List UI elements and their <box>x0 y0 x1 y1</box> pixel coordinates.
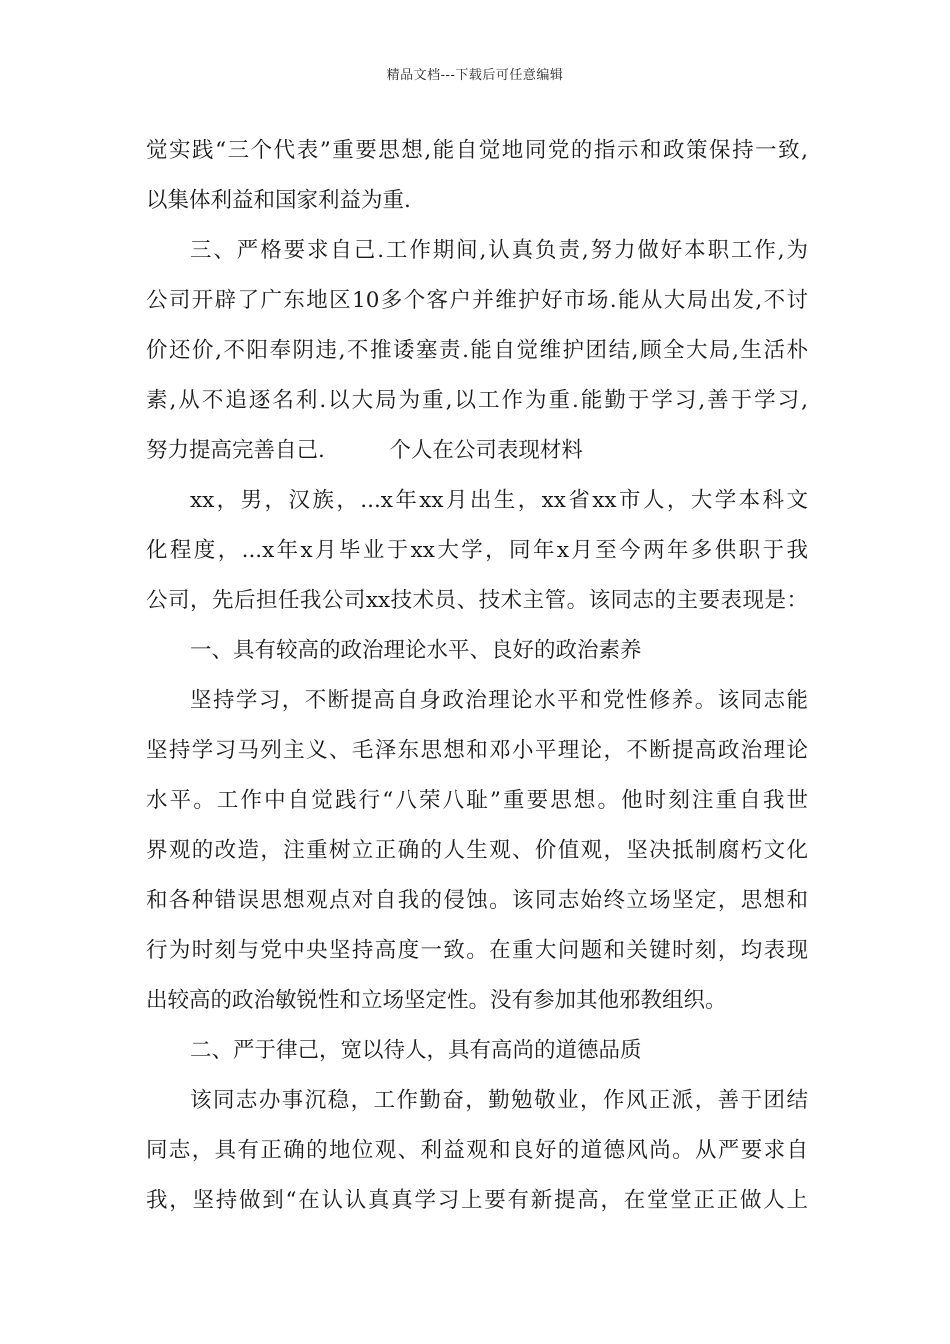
text-line: 公司开辟了广东地区10多个客户并维护好市场.能从大局出发,不讨 <box>146 288 808 313</box>
text-line: 出较高的政治敏锐性和立场坚定性。没有参加其他邪教组织。 <box>146 988 727 1013</box>
text-line: 和各种错误思想观点对自我的侵蚀。该同志始终立场坚定，思想和 <box>146 888 808 913</box>
text-line: 一、具有较高的政治理论水平、良好的政治素养 <box>190 638 642 663</box>
text-line: 行为时刻与党中央坚持高度一致。在重大问题和关键时刻，均表现 <box>146 938 808 963</box>
text-line: 二、严于律己，宽以待人，具有高尚的道德品质 <box>190 1038 642 1063</box>
text-line: 公司，先后担任我公司xx技术员、技术主管。该同志的主要表现是： <box>146 588 808 613</box>
text-line: 化程度，...x年x月毕业于xx大学，同年x月至今两年多供职于我 <box>146 538 808 563</box>
text-line: 以集体利益和国家利益为重. <box>146 188 411 213</box>
text-line: 努力提高完善自己. 个人在公司表现材料 <box>146 438 583 463</box>
text-line: 水平。工作中自觉践行“八荣八耻”重要思想。他时刻注重自我世 <box>146 788 808 813</box>
text-line: 我，坚持做到“在认认真真学习上要有新提高，在堂堂正正做人上 <box>146 1188 808 1213</box>
text-line: xx，男，汉族，...x年xx月出生，xx省xx市人，大学本科文 <box>190 488 808 513</box>
text-line: 坚持学习马列主义、毛泽东思想和邓小平理论，不断提高政治理论 <box>146 738 808 763</box>
text-line: 该同志办事沉稳，工作勤奋，勤勉敬业，作风正派，善于团结 <box>190 1088 808 1113</box>
text-line: 界观的改造，注重树立正确的人生观、价值观，坚决抵制腐朽文化 <box>146 838 808 863</box>
document-body <box>146 126 808 1226</box>
text-line: 三、严格要求自己.工作期间,认真负责,努力做好本职工作,为 <box>190 238 808 263</box>
text-line: 觉实践“三个代表”重要思想,能自觉地同党的指示和政策保持一致, <box>146 138 808 163</box>
text-line: 同志，具有正确的地位观、利益观和良好的道德风尚。从严要求自 <box>146 1138 808 1163</box>
text-line: 坚持学习，不断提高自身政治理论水平和党性修养。该同志能 <box>190 688 808 713</box>
text-line: 价还价,不阳奉阴违,不推诿塞责.能自觉维护团结,顾全大局,生活朴 <box>146 338 808 363</box>
text-line: 素,从不追逐名利.以大局为重,以工作为重.能勤于学习,善于学习, <box>146 388 808 413</box>
page-header: 精品文档---下载后可任意编辑 <box>386 68 564 83</box>
